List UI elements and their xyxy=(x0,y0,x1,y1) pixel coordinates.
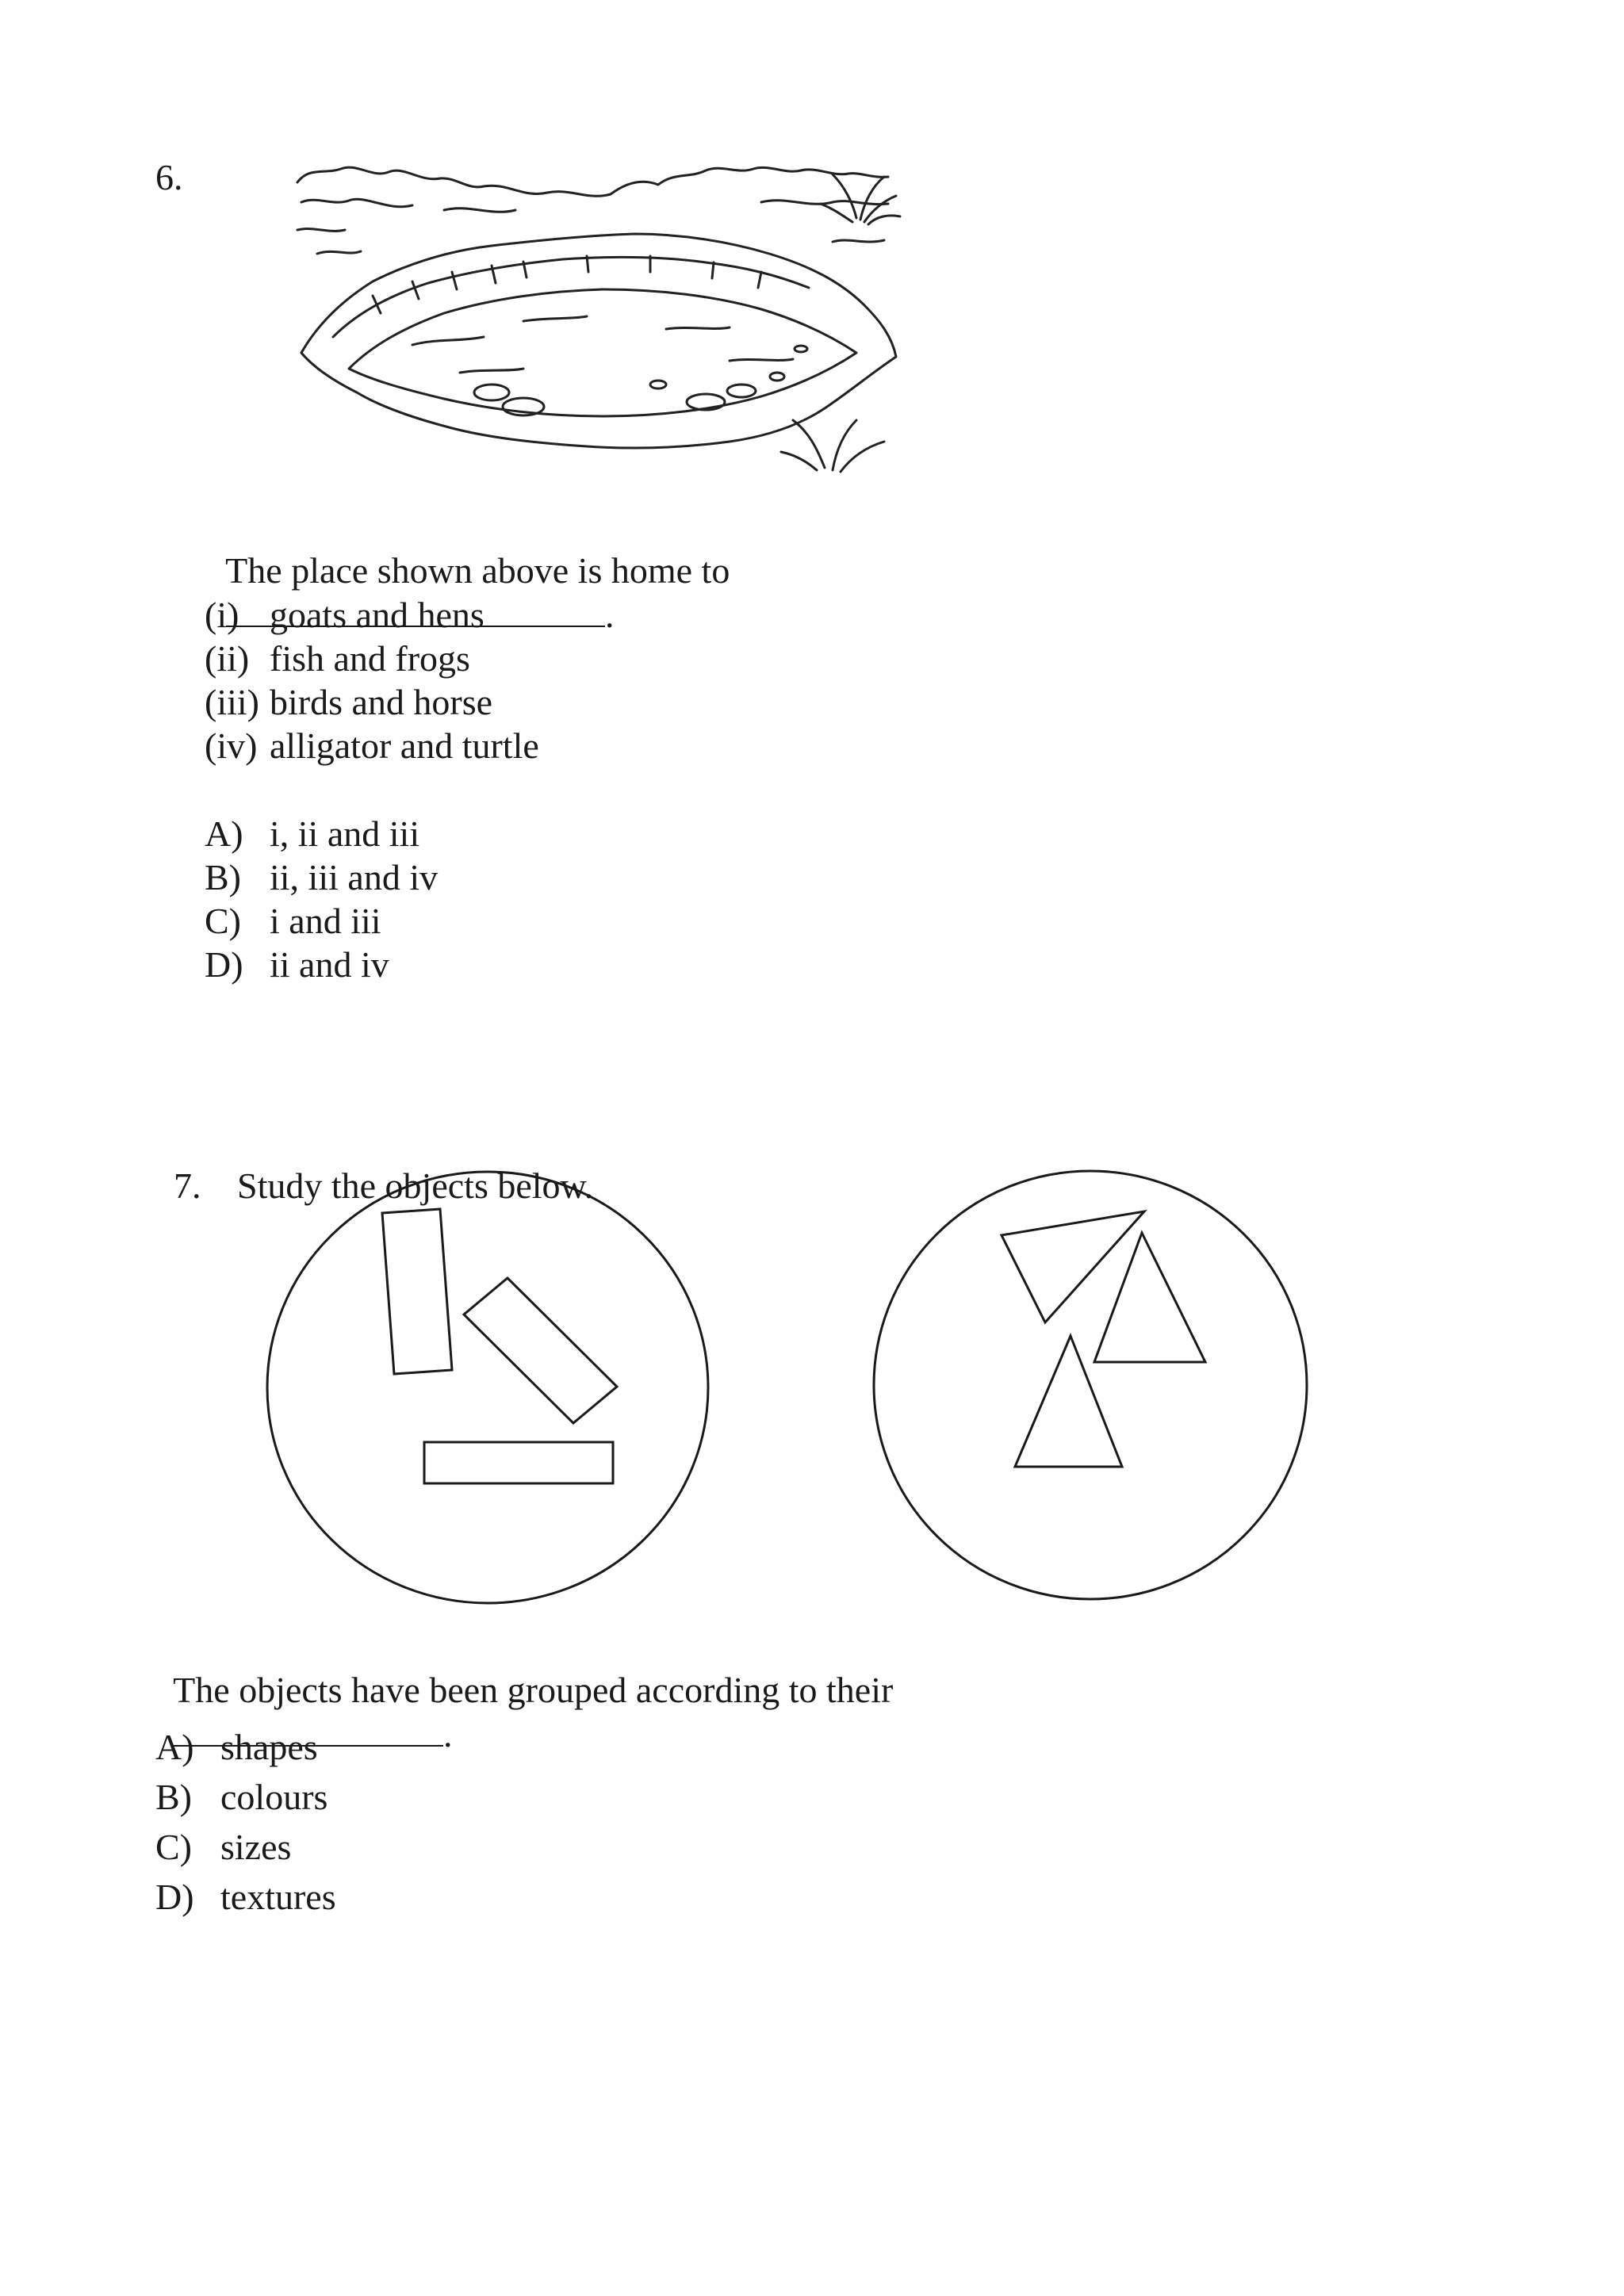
option-label: C) xyxy=(205,901,241,941)
option-text: ii, iii and iv xyxy=(270,857,439,897)
option-label: A) xyxy=(155,1727,194,1767)
question-7-stem-text: The objects have been grouped according to their xyxy=(173,1670,894,1710)
option-text: i and iii xyxy=(270,901,381,941)
option-d[interactable] xyxy=(205,943,389,987)
question-7-number: 7. xyxy=(174,1165,201,1206)
rectangle-shape xyxy=(464,1278,617,1423)
question-7-intro: Study the objects below. xyxy=(237,1165,594,1206)
question-6-stem-text: The place shown above is home to xyxy=(225,550,730,591)
question-6-stem-period: . xyxy=(605,595,615,635)
question-7-stem-period: . xyxy=(443,1714,453,1755)
option-c[interactable] xyxy=(155,1825,291,1869)
option-label: C) xyxy=(155,1827,192,1867)
option-label: B) xyxy=(205,857,241,897)
option-b[interactable] xyxy=(205,855,438,900)
triangle-shape xyxy=(1002,1211,1144,1322)
option-a[interactable] xyxy=(205,812,419,856)
statement-label: (iv) xyxy=(205,725,258,766)
option-b[interactable] xyxy=(155,1775,327,1820)
statement-label: (i) xyxy=(205,595,239,635)
statement-item xyxy=(205,724,539,768)
group-circle-rectangles xyxy=(267,1172,708,1603)
question-6-number: 6. xyxy=(155,157,183,197)
option-text: sizes xyxy=(220,1827,292,1867)
option-text: colours xyxy=(220,1777,328,1817)
grouped-objects-figure xyxy=(262,1165,1324,1609)
rectangle-shape xyxy=(382,1209,452,1374)
option-text: ii and iv xyxy=(270,944,389,985)
statement-text: fish and frogs xyxy=(270,638,470,679)
statement-text: goats and hens xyxy=(270,595,485,635)
triangle-shape xyxy=(1015,1336,1122,1467)
option-d[interactable] xyxy=(155,1875,336,1919)
pond-illustration xyxy=(285,155,920,488)
statement-label: (iii) xyxy=(205,682,259,722)
statement-text: alligator and turtle xyxy=(270,725,539,766)
statement-item xyxy=(205,680,492,725)
option-label: A) xyxy=(205,813,243,854)
rectangle-shape xyxy=(424,1442,613,1483)
option-label: D) xyxy=(155,1877,194,1917)
option-a[interactable] xyxy=(155,1725,318,1770)
statement-label: (ii) xyxy=(205,638,250,679)
option-label: B) xyxy=(155,1777,192,1817)
option-text: i, ii and iii xyxy=(270,813,420,854)
option-text: shapes xyxy=(220,1727,318,1767)
option-text: textures xyxy=(220,1877,336,1917)
option-c[interactable] xyxy=(205,899,381,943)
statement-item xyxy=(205,637,470,681)
option-label: D) xyxy=(205,944,243,985)
triangle-shape xyxy=(1094,1233,1205,1362)
statement-text: birds and horse xyxy=(270,682,493,722)
statement-item xyxy=(205,593,485,637)
